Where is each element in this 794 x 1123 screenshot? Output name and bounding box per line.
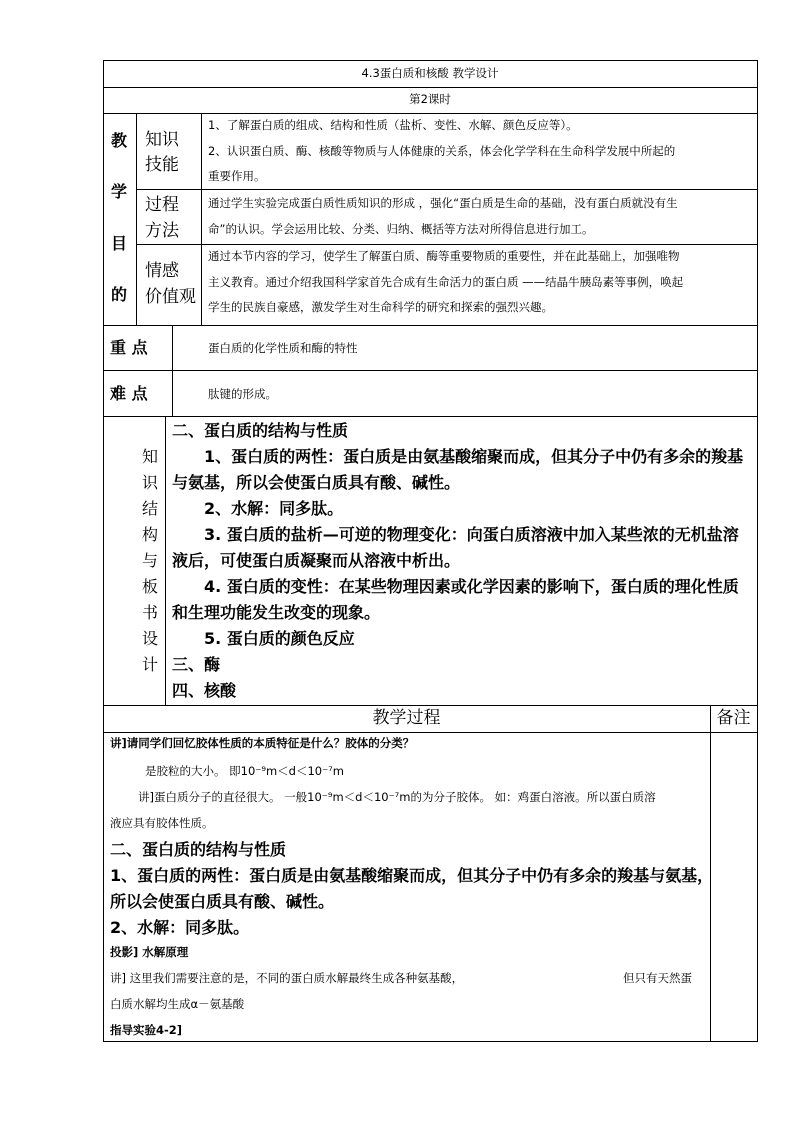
objective-text: 1、了解蛋白质的组成、结构和性质（盐析、变性、水解、颜色反应等）。 (208, 118, 578, 132)
objective-text: 通过本节内容的学习，使学生了解蛋白质、酶等重要物质的重要性，并在此基础上，加强唯物 (208, 249, 680, 263)
process-line: 是胶粒的大小。 即10⁻⁹m＜d＜10⁻⁷m (145, 764, 344, 778)
board-col (165, 416, 166, 705)
process-line: 但只有天然蛋 (623, 971, 692, 985)
board-side-char: 识 (141, 473, 158, 492)
board-line: 1、蛋白质的两性：蛋白质是由氨基酸缩聚而成，但其分子中仍有多余的羧基 (204, 447, 744, 466)
board-line: 5. 蛋白质的颜色反应 (204, 629, 355, 648)
objective-text: 命”的认识。学会运用比较、分类、归纳、概括等方法对所得信息进行加工。 (208, 222, 594, 236)
process-line: 白质水解均生成α－氨基酸 (110, 997, 245, 1011)
board-line: 三、酶 (172, 655, 221, 674)
process-header: 教学过程 (372, 708, 441, 728)
objectives-bottom (103, 325, 758, 326)
process-line: 液应具有胶体性质。 (110, 816, 214, 830)
table-top-border (103, 60, 758, 61)
objective-label-values: 价值观 (145, 287, 196, 307)
table-left-border (103, 60, 104, 1042)
table-bottom-border (103, 1041, 758, 1042)
objectives-side-char: 学 (110, 182, 127, 201)
objectives-row2-bottom (136, 244, 758, 245)
objectives-side-char: 的 (110, 285, 127, 304)
board-line: 3. 蛋白质的盐析—可逆的物理变化：向蛋白质溶液中加入某些浓的无机盐溶 (204, 525, 739, 544)
objectives-side-char: 教 (110, 131, 127, 150)
objectives-side-char: 目 (110, 234, 127, 253)
objectives-col1 (136, 113, 137, 325)
difficulty-value: 肽键的形成。 (208, 387, 277, 401)
objectives-row1-bottom (136, 189, 758, 190)
board-side-char: 计 (141, 655, 158, 674)
process-line: 讲]蛋白质分子的直径很大。 一般10⁻⁹m＜d＜10⁻⁷m的为分子胶体。 如：鸡蛋白溶液。所以蛋白质溶 (138, 790, 656, 804)
board-side-char: 板 (141, 577, 158, 596)
process-line: 讲] 这里我们需要注意的是，不同的蛋白质水解最终生成各种氨基酸， (110, 971, 464, 985)
objective-text: 重要作用。 (208, 169, 266, 183)
difficulty-label: 难 点 (110, 384, 148, 403)
key-point-value: 蛋白质的化学性质和酶的特性 (208, 341, 358, 355)
objective-text: 2、认识蛋白质、酶、核酸等物质与人体健康的关系，体会化学学科在生命科学发展中所起的 (208, 144, 676, 158)
objective-text: 通过学生实验完成蛋白质性质知识的形成 ，强化“蛋白质是生命的基础，没有蛋白质就没有生 (208, 196, 678, 210)
notes-header: 备注 (716, 708, 751, 728)
header-divider (103, 87, 758, 88)
process-line: 2、水解：同多肽。 (110, 918, 250, 937)
objective-label-knowledge: 技能 (145, 155, 179, 175)
process-line: 指导实验4-2] (110, 1023, 183, 1037)
board-bottom (103, 705, 758, 706)
key-bottom (103, 370, 758, 371)
process-heading: 二、蛋白质的结构与性质 (110, 840, 287, 859)
table-right-border (757, 60, 758, 1042)
board-line: 4. 蛋白质的变性：在某些物理因素或化学因素的影响下，蛋白质的理化性质 (204, 577, 739, 596)
board-line: 与氨基，所以会使蛋白质具有酸、碱性。 (172, 473, 461, 492)
board-line: 2、水解：同多肽。 (204, 499, 344, 518)
lesson-number: 第2课时 (409, 92, 451, 106)
process-line: 投影] 水解原理 (110, 945, 189, 959)
objective-text: 主义教育。通过介绍我国科学家首先合成有生命活力的蛋白质 ——结晶牛胰岛素等事例，唤起 (208, 275, 684, 289)
document-title: 4.3蛋白质和核酸 教学设计 (361, 66, 499, 80)
board-line: 二、蛋白质的结构与性质 (172, 421, 349, 440)
objective-text: 学生的民族自豪感，激发学生对生命科学的研究和探索的强烈兴趣。 (208, 300, 553, 314)
process-line: 1、蛋白质的两性：蛋白质是由氨基酸缩聚而成，但其分子中仍有多余的羧基与氨基， (110, 866, 714, 885)
key-point-label: 重 点 (110, 338, 148, 357)
objective-label-process: 过程 (145, 195, 179, 215)
board-side-char: 结 (141, 499, 158, 518)
board-side-char: 构 (141, 525, 158, 544)
board-side-char: 书 (141, 603, 158, 622)
objectives-col2 (201, 113, 202, 325)
objective-label-process: 方法 (145, 221, 179, 241)
board-side-char: 知 (141, 447, 158, 466)
difficulty-bottom (103, 416, 758, 417)
board-side-char: 与 (141, 551, 158, 570)
process-header-bottom (103, 732, 758, 733)
board-line: 液后，可使蛋白质凝聚而从溶液中析出。 (172, 551, 461, 570)
process-line: 讲]请同学们回忆胶体性质的本质特征是什么？胶体的分类？ (110, 736, 415, 750)
process-line: 所以会使蛋白质具有酸、碱性。 (110, 892, 335, 911)
objective-label-values: 情感 (145, 261, 179, 281)
objective-label-knowledge: 知识 (145, 130, 179, 150)
board-line: 四、核酸 (172, 681, 237, 700)
board-side-char: 设 (141, 629, 158, 648)
board-line: 和生理功能发生改变的现象。 (172, 603, 381, 622)
